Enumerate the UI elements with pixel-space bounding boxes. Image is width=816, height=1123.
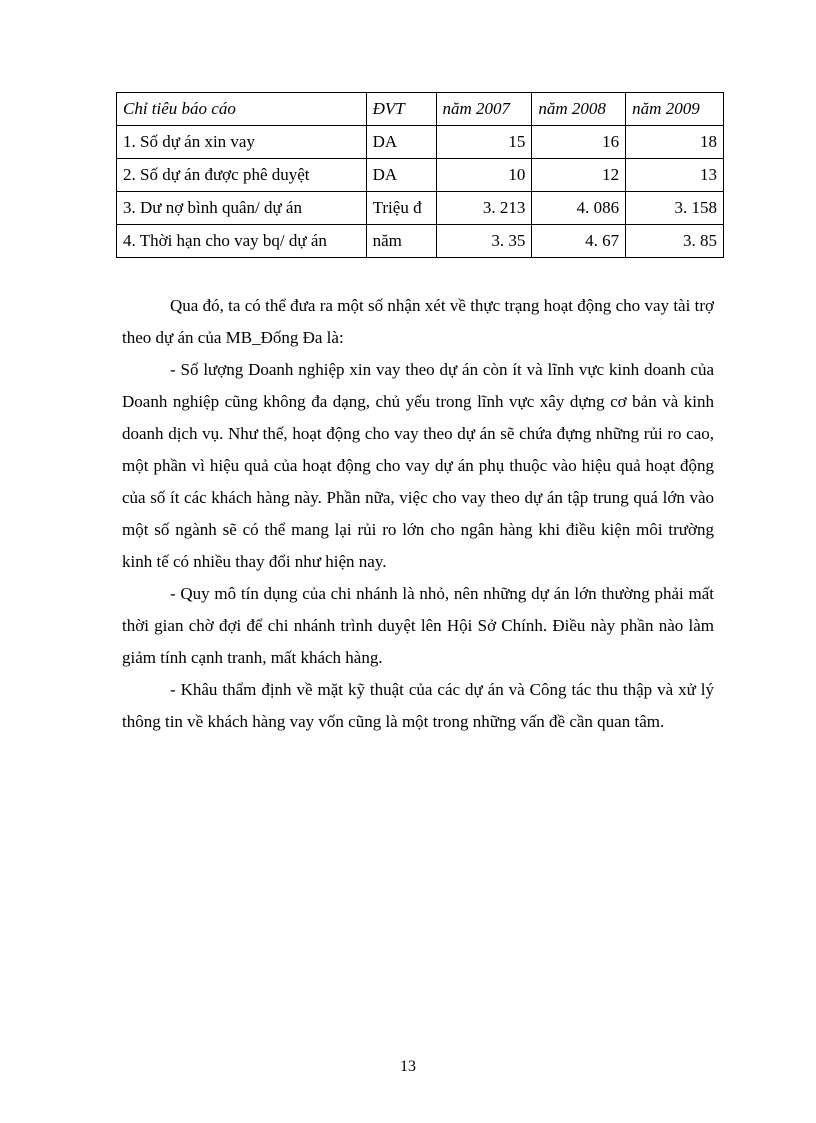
body-text [122, 290, 714, 738]
table-cell-unit: DA [366, 126, 436, 159]
table-cell-value: 3. 35 [436, 225, 532, 258]
table-cell-value: 15 [436, 126, 532, 159]
header-cell-unit: ĐVT [366, 93, 436, 126]
table-row [117, 192, 724, 225]
paragraph-point-3: - Khâu thẩm định về mặt kỹ thuật của các dự án và Công tác thu thập và xử lý thông tin về khách hàng vay vốn cũng là một trong những vấn đề cần quan tâm. [122, 680, 714, 731]
table-cell-indicator: 2. Số dự án được phê duyệt [117, 159, 367, 192]
table-cell-value: 12 [532, 159, 626, 192]
table-cell-indicator: 1. Số dự án xin vay [117, 126, 367, 159]
table-header-row [117, 93, 724, 126]
table-cell-value: 4. 67 [532, 225, 626, 258]
table-row [117, 159, 724, 192]
header-cell-2009: năm 2009 [626, 93, 724, 126]
table-cell-value: 3. 85 [626, 225, 724, 258]
table-cell-value: 16 [532, 126, 626, 159]
table-cell-value: 13 [626, 159, 724, 192]
table-cell-indicator: 3. Dư nợ bình quân/ dự án [117, 192, 367, 225]
table-cell-unit: Triệu đ [366, 192, 436, 225]
table-cell-value: 3. 213 [436, 192, 532, 225]
table-cell-value: 18 [626, 126, 724, 159]
table-cell-value: 3. 158 [626, 192, 724, 225]
header-cell-2008: năm 2008 [532, 93, 626, 126]
table-row [117, 126, 724, 159]
table-row [117, 225, 724, 258]
header-cell-2007: năm 2007 [436, 93, 532, 126]
table-cell-value: 10 [436, 159, 532, 192]
page-number: 13 [400, 1058, 416, 1075]
paragraph-point-2: - Quy mô tín dụng của chi nhánh là nhỏ, nên những dự án lớn thường phải mất thời gian chờ đợi để chi nhánh trình duyệt lên Hội Sở Chính. Điều này phần nào làm giảm tính cạnh tranh, mất khách hàng. [122, 584, 714, 667]
header-cell-indicator: Chỉ tiêu báo cáo [117, 93, 367, 126]
table-cell-unit: DA [366, 159, 436, 192]
table-cell-indicator: 4. Thời hạn cho vay bq/ dự án [117, 225, 367, 258]
report-table [116, 92, 724, 258]
table-cell-unit: năm [366, 225, 436, 258]
table-cell-value: 4. 086 [532, 192, 626, 225]
paragraph-intro: Qua đó, ta có thể đưa ra một số nhận xét về thực trạng hoạt động cho vay tài trợ theo dự án của MB_Đống Đa là: [122, 296, 714, 347]
paragraph-point-1: - Số lượng Doanh nghiệp xin vay theo dự án còn ít và lĩnh vực kinh doanh của Doanh nghiệp cũng không đa dạng, chủ yếu trong lĩnh vực xây dựng cơ bản và kinh doanh dịch vụ. Như thế, hoạt động cho vay theo dự án sẽ chứa đựng những rủi ro cao, một phần vì hiệu quả của hoạt động cho vay dự án phụ thuộc vào hiệu quả hoạt động của số ít các khách hàng này. Phần nữa, việc cho vay theo dự án tập trung quá lớn vào một số ngành sẽ có thể mang lại rủi ro lớn cho ngân hàng khi điều kiện môi trường kinh tế có nhiều thay đổi như hiện nay. [122, 360, 714, 571]
